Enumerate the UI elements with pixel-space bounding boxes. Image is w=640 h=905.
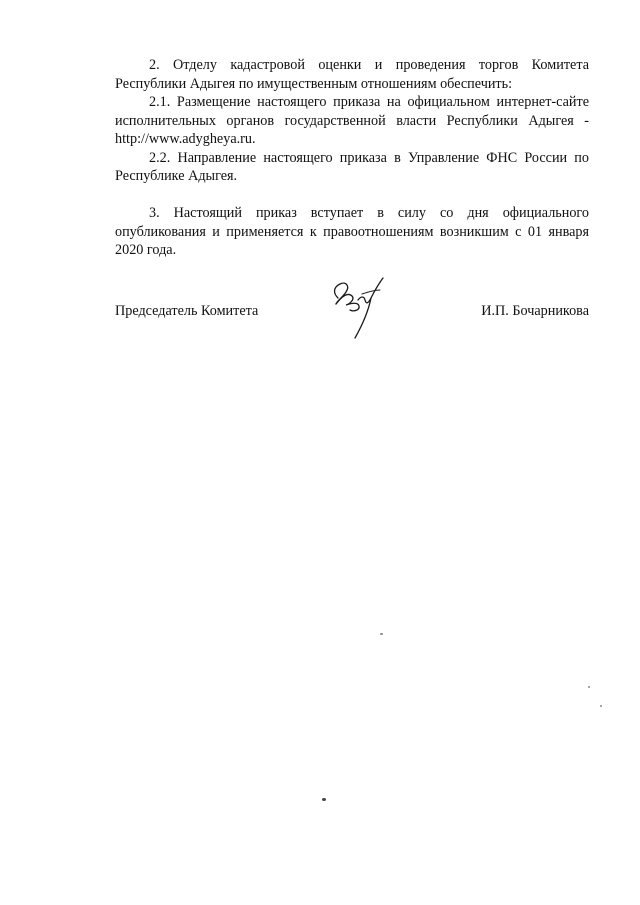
signatory-name: И.П. Бочарникова — [481, 303, 589, 319]
paragraph-3: 3. Настоящий приказ вступает в силу со дня официального опубликования и применяется к правоотношениям возникшим с 01 января 2020 года. — [115, 205, 589, 258]
paragraph-2-1: 2.1. Размещение настоящего приказа на официальном интернет-сайте исполнительных органов государственной власти Республики Адыгея - http://www.adygheya.ru. — [115, 94, 589, 147]
signatory-title: Председатель Комитета — [115, 303, 259, 319]
scan-speck — [322, 798, 326, 801]
scan-speck — [588, 686, 590, 688]
paragraph-2-2: 2.2. Направление настоящего приказа в Управление ФНС России по Республике Адыгея. — [115, 149, 589, 184]
scan-speck — [380, 633, 383, 635]
handwritten-signature — [328, 270, 388, 342]
paragraph-2: 2. Отделу кадастровой оценки и проведения торгов Комитета Республики Адыгея по имущественным отношениям обеспечить: — [115, 57, 589, 92]
scan-speck — [600, 705, 602, 707]
document-body — [115, 56, 589, 260]
paragraph-spacer — [115, 186, 589, 205]
